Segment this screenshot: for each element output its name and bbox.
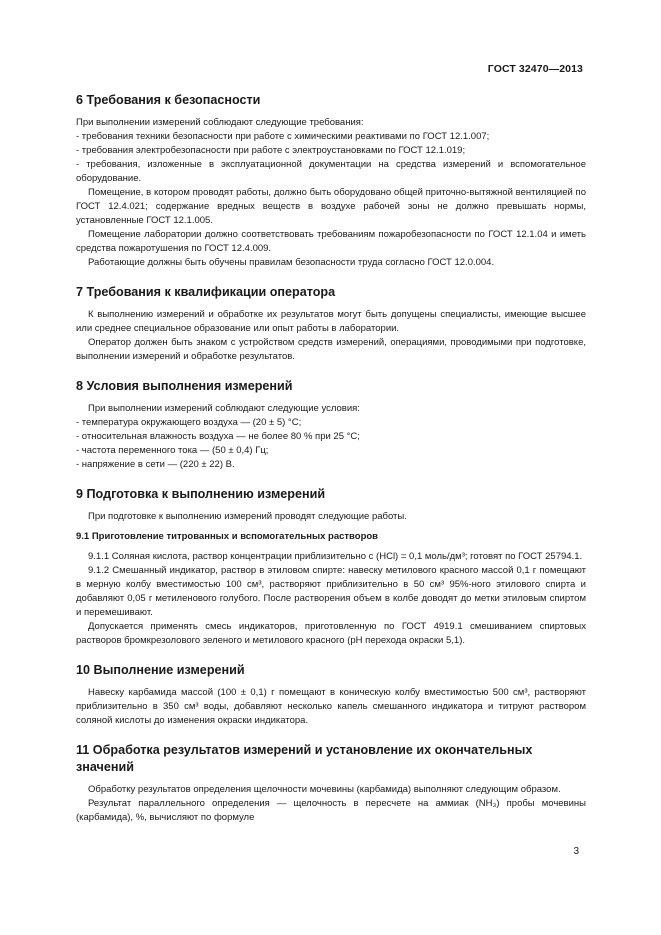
- paragraph: При подготовке к выполнению измерений проводят следующие работы.: [88, 511, 407, 522]
- paragraph: Навеску карбамида массой (100 ± 0,1) г помещают в коническую колбу вместимостью 500 см³, растворяют приблизительно в 350 см³ воды, добавляют несколько капель смешанного индикатора и титруют раствором соляной кислоты до изменения окраски индикатора.: [76, 687, 586, 726]
- section-10-title: 10 Выполнение измерений: [76, 663, 245, 677]
- list-item: - требования электробезопасности при работе с электроустановками по ГОСТ 12.1.019;: [76, 145, 466, 156]
- paragraph: Помещение лаборатории должно соответствовать требованиям пожаробезопасности по ГОСТ 12.1.04 и иметь средства пожаротушения по ГОСТ 12.4.009.: [76, 229, 586, 254]
- subsection-9-1-title: 9.1 Приготовление титрованных и вспомогательных растворов: [76, 531, 379, 542]
- paragraph: При выполнении измерений соблюдают следующие требования:: [76, 117, 364, 128]
- section-8-title: 8 Условия выполнения измерений: [76, 379, 293, 393]
- section-6-title: 6 Требования к безопасности: [76, 93, 261, 107]
- list-item: - температура окружающего воздуха — (20 ± 5) °С;: [76, 417, 302, 428]
- page-number: 3: [573, 846, 579, 857]
- list-item: - частота переменного тока — (50 ± 0,4) Гц;: [76, 445, 269, 456]
- section-7-title: 7 Требования к квалификации оператора: [76, 285, 336, 299]
- document-code: ГОСТ 32470—2013: [487, 63, 583, 75]
- paragraph: При выполнении измерений соблюдают следующие условия:: [88, 403, 360, 414]
- paragraph: Обработку результатов определения щелочности мочевины (карбамида) выполняют следующим образом.: [88, 784, 561, 795]
- list-item: - напряжение в сети — (220 ± 22) В.: [76, 459, 235, 470]
- paragraph: К выполнению измерений и обработке их результатов могут быть допущены специалисты, имеющие высшее или среднее специальное образование или опыт работы в лаборатории.: [76, 309, 586, 334]
- section-10: [76, 662, 586, 728]
- paragraph: Помещение, в котором проводят работы, должно быть оборудовано общей приточно-вытяжной вентиляцией по ГОСТ 12.4.021; содержание вредных веществ в воздухе рабочей зоны не должно превышать нормы, установленные ГОСТ 12.1.005.: [76, 187, 586, 226]
- list-item: - относительная влажность воздуха — не более 80 % при 25 °С;: [76, 431, 360, 442]
- page-content: [76, 92, 586, 839]
- paragraph: Работающие должны быть обучены правилам безопасности труда согласно ГОСТ 12.0.004.: [88, 257, 495, 268]
- section-11-title: 11 Обработка результатов измерений и установление их окончательных значений: [76, 743, 533, 774]
- list-item: - требования, изложенные в эксплуатационной документации на средства измерений и вспомогательное оборудование.: [76, 159, 586, 184]
- list-item: - требования техники безопасности при работе с химическими реактивами по ГОСТ 12.1.007;: [76, 131, 490, 142]
- section-9: [76, 486, 586, 648]
- paragraph: 9.1.2 Смешанный индикатор, раствор в этиловом спирте: навеску метилового красного массой 0,1 г помещают в мерную колбу вместимостью 100 см³, растворяют приблизительно в 50 см³ 95%-ного этилового спирта и добавляют 0,05 г метиленового голубого. После растворения объем в колбе доводят до метки этиловым спиртом и перемешивают.: [76, 565, 586, 618]
- section-7: [76, 284, 586, 364]
- section-8: [76, 378, 586, 472]
- paragraph: Допускается применять смесь индикаторов, приготовленную по ГОСТ 4919.1 смешиванием спиртовых растворов бромкрезолового зеленого и метилового красного (рН перехода окраски 5,1).: [76, 621, 586, 646]
- section-9-title: 9 Подготовка к выполнению измерений: [76, 487, 326, 501]
- paragraph: 9.1.1 Соляная кислота, раствор концентрации приблизительно c (HCl) = 0,1 моль/дм³; готовят по ГОСТ 25794.1.: [88, 551, 583, 562]
- section-6: [76, 92, 586, 270]
- section-11: [76, 742, 586, 825]
- paragraph: Результат параллельного определения — щелочность в пересчете на аммиак (NH₃) пробы мочевины (карбамида), %, вычисляют по формуле: [76, 798, 586, 823]
- paragraph: Оператор должен быть знаком с устройством средств измерений, операциями, проводимыми при подготовке, выполнении измерений и обработке результатов.: [76, 337, 586, 362]
